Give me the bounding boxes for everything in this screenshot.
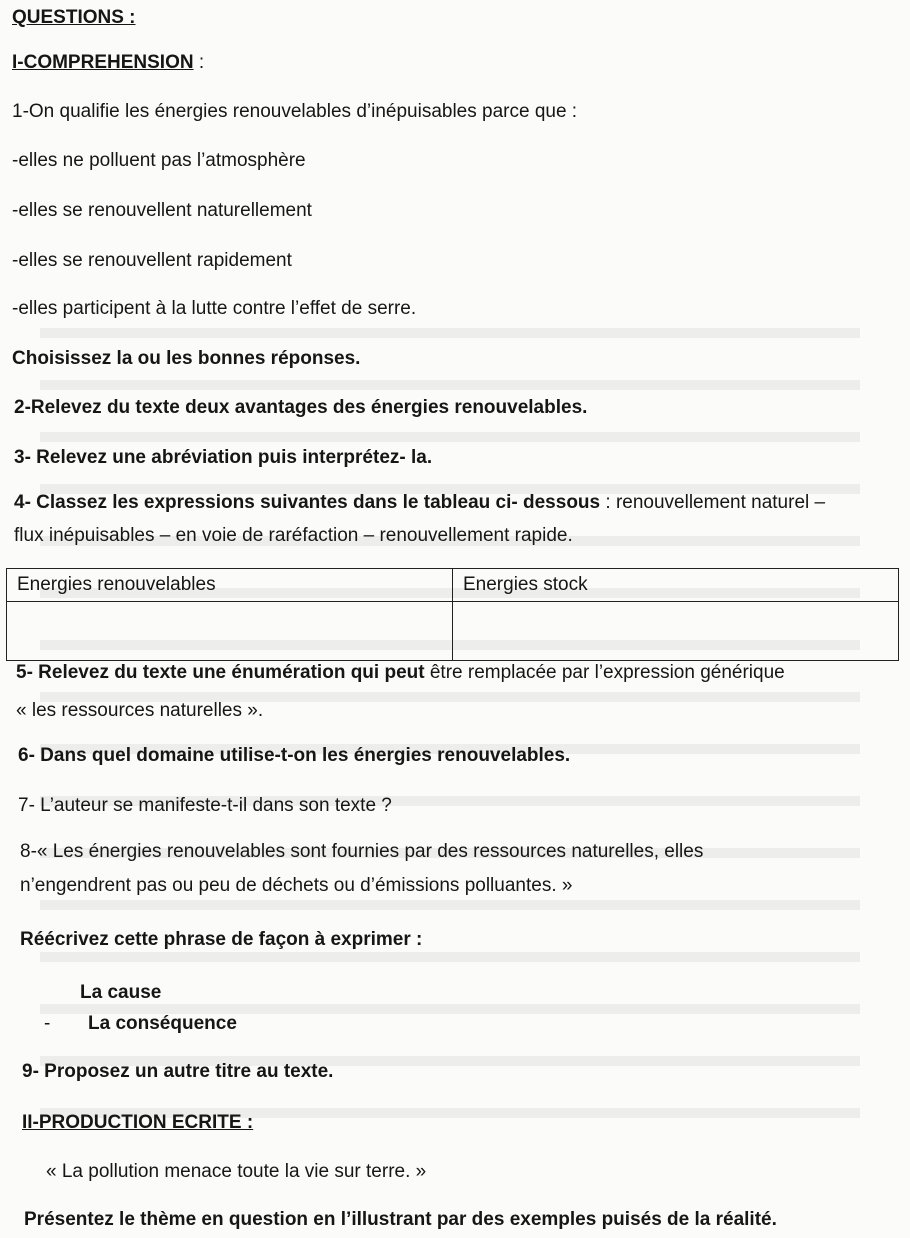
q6: 6- Dans quel domaine utilise-t-on les énergies renouvelables.: [18, 745, 571, 766]
q5-line1: [16, 661, 785, 685]
dash-bullet: -: [44, 1013, 51, 1034]
q1-option: -elles se renouvellent naturellement: [12, 200, 312, 221]
q8-line2: n’engendrent pas ou peu de déchets ou d’émissions polluantes. »: [20, 875, 573, 896]
q8-item-consequence-text: La conséquence: [88, 1013, 237, 1034]
questions-heading: QUESTIONS :: [12, 7, 136, 28]
part2-heading: II-PRODUCTION ECRITE :: [22, 1112, 254, 1133]
part1-heading-suffix: :: [193, 52, 205, 73]
part1-heading: [12, 51, 204, 75]
part2-quote: « La pollution menace toute la vie sur terre. »: [46, 1161, 427, 1182]
q4-bold: 4- Classez les expressions suivantes dans le tableau ci- dessous: [14, 492, 601, 513]
q1-option: -elles se renouvellent rapidement: [12, 250, 292, 271]
table-cell-empty[interactable]: [453, 602, 899, 661]
q1-option: -elles participent à la lutte contre l’effet de serre.: [12, 298, 417, 319]
q1-option: -elles ne polluent pas l’atmosphère: [12, 150, 306, 171]
q1-stem: 1-On qualifie les énergies renouvelables d’inépuisables parce que :: [12, 101, 578, 122]
q9: 9- Proposez un autre titre au texte.: [22, 1061, 334, 1082]
q4-line2: flux inépuisables – en voie de raréfaction – renouvellement rapide.: [14, 525, 573, 546]
q2: 2-Relevez du texte deux avantages des énergies renouvelables.: [14, 397, 588, 418]
q1-instruction: Choisissez la ou les bonnes réponses.: [12, 348, 361, 369]
q4-rest: : renouvellement naturel –: [600, 492, 826, 513]
table-header-renouvelables: Energies renouvelables: [7, 569, 453, 602]
q8-item-cause: La cause: [80, 982, 162, 1003]
q5-line2: « les ressources naturelles ».: [16, 700, 264, 721]
classification-table: [6, 568, 899, 661]
table-cell-empty[interactable]: [7, 602, 453, 661]
q7: 7- L’auteur se manifeste-t-il dans son texte ?: [18, 795, 392, 816]
q8-line1: 8-« Les énergies renouvelables sont fournies par des ressources naturelles, elles: [20, 841, 704, 862]
table-header-stock: Energies stock: [453, 569, 899, 602]
q8-instruction: Réécrivez cette phrase de façon à exprimer :: [20, 929, 423, 950]
part2-instruction: Présentez le thème en question en l’illustrant par des exemples puisés de la réalité.: [24, 1209, 777, 1230]
part1-heading-text: I-COMPREHENSION: [12, 52, 194, 73]
q3: 3- Relevez une abréviation puis interprétez- la.: [14, 447, 433, 468]
q4-line1: [14, 491, 825, 515]
q8-item-consequence: [44, 1012, 237, 1036]
q5-rest: être remplacée par l’expression générique: [424, 662, 785, 683]
q5-bold: 5- Relevez du texte une énumération qui peut: [16, 662, 425, 683]
